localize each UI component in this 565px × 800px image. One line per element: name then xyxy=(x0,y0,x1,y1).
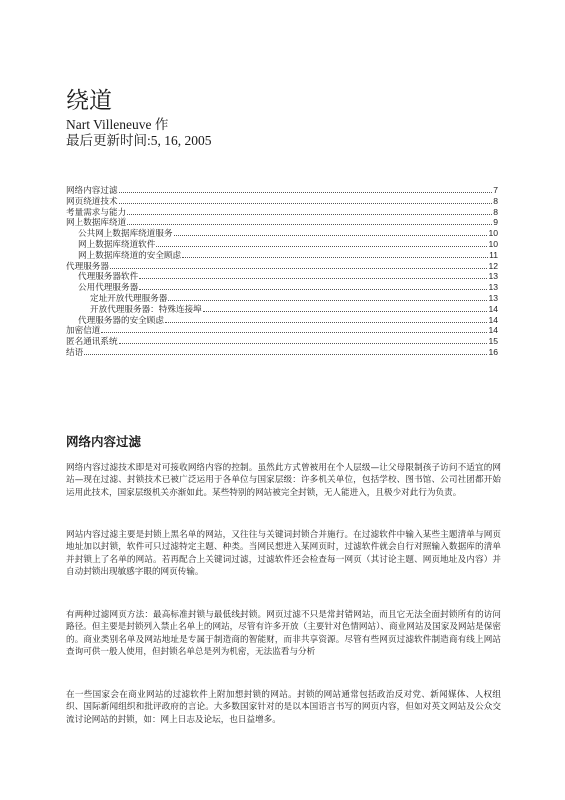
toc-entry-page-number: 13 xyxy=(488,292,498,303)
body-paragraph-2: 网站内容过滤主要是封锁上黑名单的网站，又往往与关键词封锁合并施行。在过滤软件中输入某些主题清单与网页地址加以封锁，软件可只过滤特定主题、种类。当网民想进入某网页时，过滤软件就会自行对照输入数据库的清单并封锁上了名单的网站。若再配合上关键词过滤，过滤软件还会检查每一网页（其讨论主题、网页地址及内容）并自动封锁出现敏感字眼的网页传输。 xyxy=(66,530,501,577)
toc-dot-leader xyxy=(203,304,488,312)
toc-entry-page-number: 15 xyxy=(488,336,498,347)
toc-entry-page-number: 14 xyxy=(488,314,498,325)
toc-entry-page-number: 8 xyxy=(493,206,498,217)
toc-entry-label: 公共网上数据库绕道服务 xyxy=(78,228,173,239)
toc-entry-page-number: 7 xyxy=(493,185,498,195)
table-of-contents xyxy=(66,185,498,358)
toc-entry-page-number: 10 xyxy=(488,238,498,249)
toc-entry[interactable] xyxy=(66,261,498,272)
toc-dot-leader xyxy=(119,185,493,193)
toc-dot-leader xyxy=(182,250,488,258)
toc-dot-leader xyxy=(168,293,487,301)
toc-entry[interactable] xyxy=(66,282,498,293)
toc-dot-leader xyxy=(119,336,488,344)
toc-entry-label: 匿名通讯系统 xyxy=(66,336,118,347)
toc-entry[interactable] xyxy=(66,207,498,218)
body-paragraph-3: 有两种过滤网页方法：最高标准封锁与最低线封锁。网页过滤不只是常封错网站，而且它无法全面封锁所有的访问路径。但主要是封锁列入禁止名单上的网站，尽管有许多开放（主要针对色情网站）、商业网站及国家及网站是保密的。商业类别名单及网站地址是专属于制造商的智能财，而非共享资源。尽管有些网页过滤软件制造商有线上网站查询可供一般人使用，但封锁名单总是列为机密，无法监看与分析 xyxy=(66,610,501,657)
toc-entry[interactable] xyxy=(66,315,498,326)
body-paragraph-4: 在一些国家会在商业网站的过滤软件上附加想封锁的网站。封锁的网站通常包括政治反对党、新闻媒体、人权组织、国际新闻组织和批评政府的言论。大多数国家针对的是以本国语言书写的网页内容，但如对英文网站及公众交流讨论网站的封锁，如：网上日志及论坛，也日益增多。 xyxy=(66,690,501,725)
toc-entry[interactable] xyxy=(66,217,498,228)
toc-entry-label: 定址开放代理服务器 xyxy=(90,292,168,303)
toc-dot-leader xyxy=(119,196,493,204)
toc-entry[interactable] xyxy=(66,250,498,261)
toc-entry[interactable] xyxy=(66,325,498,336)
toc-entry[interactable] xyxy=(66,293,498,304)
toc-entry-label: 网页绕道技术 xyxy=(66,195,118,206)
toc-dot-leader xyxy=(84,347,487,355)
toc-entry-page-number: 12 xyxy=(488,260,498,271)
toc-entry[interactable] xyxy=(66,196,498,207)
toc-entry[interactable] xyxy=(66,304,498,315)
toc-entry-label: 代理服务器软件 xyxy=(78,271,139,282)
toc-dot-leader xyxy=(165,315,487,323)
document-title: 绕道 xyxy=(66,88,112,114)
toc-entry-label: 网上数据库绕道软件 xyxy=(78,238,156,249)
toc-dot-leader xyxy=(156,239,487,247)
toc-entry[interactable] xyxy=(66,228,498,239)
toc-entry-page-number: 13 xyxy=(488,271,498,282)
toc-entry[interactable] xyxy=(66,185,498,196)
toc-dot-leader xyxy=(139,282,487,290)
toc-entry-page-number: 13 xyxy=(488,282,498,293)
section-heading: 网络内容过滤 xyxy=(66,434,142,449)
toc-entry[interactable] xyxy=(66,239,498,250)
toc-entry[interactable] xyxy=(66,271,498,282)
toc-entry-page-number: 11 xyxy=(489,249,498,260)
toc-dot-leader xyxy=(101,325,487,333)
toc-dot-leader xyxy=(110,261,487,269)
toc-dot-leader xyxy=(127,217,492,225)
body-paragraph-1: 网络内容过滤技术即是对可接收网络内容的控制。虽然此方式曾被用在个人层级—让父母限制孩子访问不适宜的网站—现在过滤、封锁技术已被广泛运用于各单位与国家层级：许多机关单位，包括学校、图书馆、公司社团都开始运用此技术，国家层级机关亦渐如此。某些特别的网站被完全封锁，无人能进入，且极少对此行为负责。 xyxy=(66,463,501,498)
toc-entry-page-number: 10 xyxy=(488,228,498,239)
toc-entry-label: 代理服务器 xyxy=(66,260,109,271)
toc-entry[interactable] xyxy=(66,336,498,347)
toc-dot-leader xyxy=(139,271,487,279)
toc-entry-label: 网上数据库绕道 xyxy=(66,217,127,228)
last-updated-line: 最后更新时间:5, 16, 2005 xyxy=(66,133,212,148)
toc-dot-leader xyxy=(127,207,492,215)
toc-entry-page-number: 16 xyxy=(488,346,498,357)
toc-entry-label: 网上数据库绕道的安全顾虑 xyxy=(78,249,182,260)
toc-entry-label: 网络内容过滤 xyxy=(66,185,118,195)
toc-entry-label: 开放代理服务器：特殊连接埠 xyxy=(90,303,202,314)
toc-entry-label: 考量需求与能力 xyxy=(66,206,127,217)
toc-entry-page-number: 9 xyxy=(493,217,498,228)
toc-entry-label: 代理服务器的安全顾虑 xyxy=(78,314,164,325)
toc-dot-leader xyxy=(174,228,488,236)
toc-entry-label: 公用代理服务器 xyxy=(78,282,139,293)
toc-entry[interactable] xyxy=(66,347,498,358)
toc-entry-page-number: 8 xyxy=(493,195,498,206)
toc-entry-label: 结语 xyxy=(66,346,84,357)
toc-entry-page-number: 14 xyxy=(488,325,498,336)
toc-entry-page-number: 14 xyxy=(488,303,498,314)
toc-entry-label: 加密信道 xyxy=(66,325,101,336)
author-line: Nart Villeneuve 作 xyxy=(66,117,169,132)
